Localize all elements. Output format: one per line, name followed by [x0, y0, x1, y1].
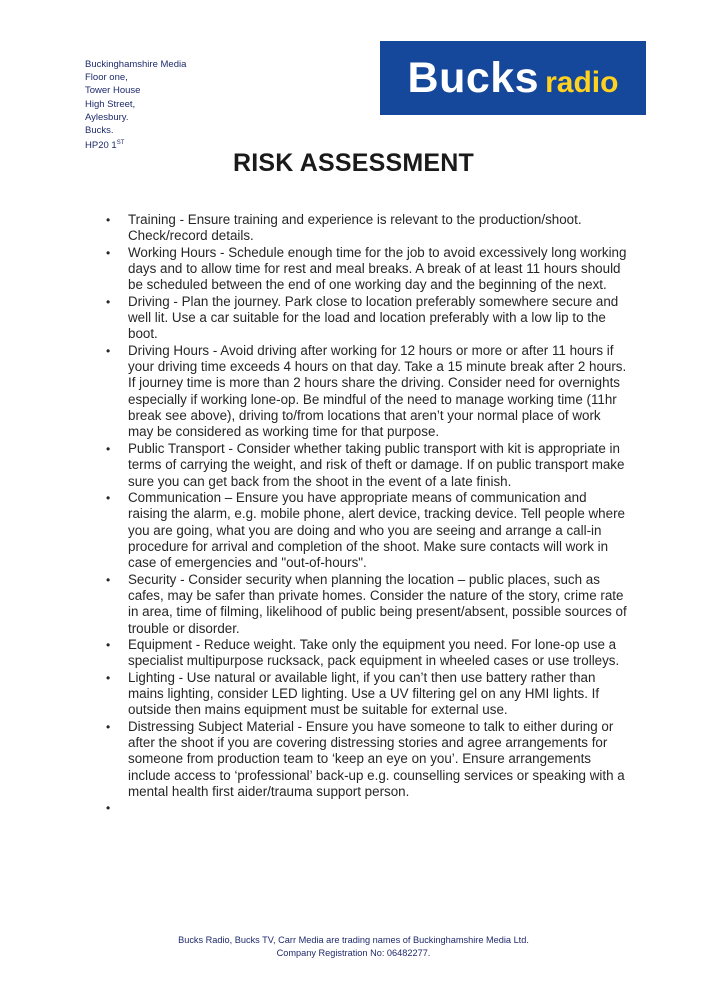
bullet-icon: •: [106, 490, 111, 505]
risk-item-text: Public Transport - Consider whether taking public transport with kit is appropriate in terms of carrying the weight, and risk of theft or damage. If on public transport make sure you can get back from the shoot in the event of a late finish.: [128, 440, 625, 489]
bullet-icon: •: [106, 343, 111, 358]
address-line: High Street,: [85, 98, 136, 110]
risk-item: [106, 669, 628, 719]
risk-item-text: Training - Ensure training and experience is relevant to the production/shoot. Check/record details.: [128, 212, 582, 244]
address-line: Bucks.: [85, 125, 114, 137]
risk-list: [106, 212, 628, 817]
footer-company-registration: Company Registration No: 06482277.: [276, 948, 431, 958]
footer-trading-names: Bucks Radio, Bucks TV, Carr Media are trading names of Buckinghamshire Media Ltd.: [178, 935, 529, 945]
risk-item-text: Security - Consider security when planning the location – public places, such as cafes, may be safer than private homes. Consider the nature of the story, crime rate in area, time of filming, likelihood of public being present/absent, possible sources of trouble or disorder.: [128, 571, 627, 636]
risk-item-text: Distressing Subject Material - Ensure you have someone to talk to either during or after the shoot if you are covering distressing stories and agree arrangements for someone from production team to ‘keep an eye on you’. Ensure arrangements include access to ‘professional’ back-up e.g. counselling services or speaking with a mental health first aider/trauma support person.: [128, 718, 625, 800]
risk-item-text: Driving Hours - Avoid driving after working for 12 hours or more or after 11 hours if your driving time exceeds 4 hours on that day. Take a 15 minute break after 2 hours. If journey time is more than 2 hours share the driving. Consider need for overnights especially if working lone-op. Be mindful of the need to manage working time (11hr break see above), driving to/from locations that aren’t your normal place of work may be considered as working time for that purpose.: [128, 342, 627, 440]
bullet-icon: •: [106, 213, 111, 227]
risk-item-text: Communication – Ensure you have appropriate means of communication and raising the alarm, e.g. mobile phone, alert device, tracking device. Tell people where you are going, what you are doing and who you are seeing and arrange a call-in procedure for arrival and completion of the shoot. Make sure contacts will work in case of emergencies and "out-of-hours".: [128, 489, 625, 571]
risk-item-text: Equipment - Reduce weight. Take only the equipment you need. For lone-op use a specialist multipurpose rucksack, pack equipment in wheeled cases or use trolleys.: [128, 636, 620, 669]
address-line: Buckinghamshire Media: [85, 59, 187, 70]
risk-item-text: Working Hours - Schedule enough time for the job to avoid excessively long working days and to allow time for rest and meal breaks. A break of at least 11 hours should be scheduled between the end of one working day and the beginning of the next.: [128, 244, 627, 293]
logo-word-bucks: Bucks: [407, 53, 540, 102]
bullet-icon: •: [106, 670, 111, 685]
address-line: Aylesbury.: [85, 111, 129, 123]
risk-item: [106, 293, 628, 343]
bullet-icon: •: [106, 572, 111, 587]
risk-item: [106, 244, 628, 294]
risk-item-text: Driving - Plan the journey. Park close to location preferably somewhere secure and well lit. Use a car suitable for the load and location preferably with a low lip to the boot.: [128, 293, 619, 342]
bullet-icon: •: [106, 294, 111, 309]
address-line: Tower House: [85, 85, 141, 97]
bullet-icon: •: [106, 245, 111, 260]
footer: [0, 934, 707, 960]
empty-list-item: [106, 800, 628, 816]
risk-item: [106, 636, 628, 670]
bullet-icon: •: [106, 637, 111, 652]
bucks-radio-logo: [380, 41, 646, 115]
risk-item: [106, 571, 628, 637]
risk-item-text: Lighting - Use natural or available light, if you can’t then use battery rather than mains lighting, consider LED lighting. Use a UV filtering gel on any HMI lights. If outside then mains equipment must be suitable for external use.: [128, 669, 600, 718]
address-line: Floor one,: [85, 72, 128, 84]
bullet-icon: •: [106, 719, 111, 734]
risk-item: [106, 440, 628, 490]
risk-item: [106, 342, 628, 441]
risk-item: [106, 212, 628, 245]
postcode-superscript: ST: [116, 140, 125, 147]
company-address: [85, 58, 186, 152]
risk-item: [106, 718, 628, 801]
bullet-icon: •: [106, 801, 111, 816]
logo-word-radio: radio: [545, 65, 619, 99]
risk-item: [106, 489, 628, 572]
bullet-icon: •: [106, 441, 111, 456]
page-title: RISK ASSESSMENT: [232, 149, 474, 177]
postcode: HP20 1: [85, 140, 117, 152]
